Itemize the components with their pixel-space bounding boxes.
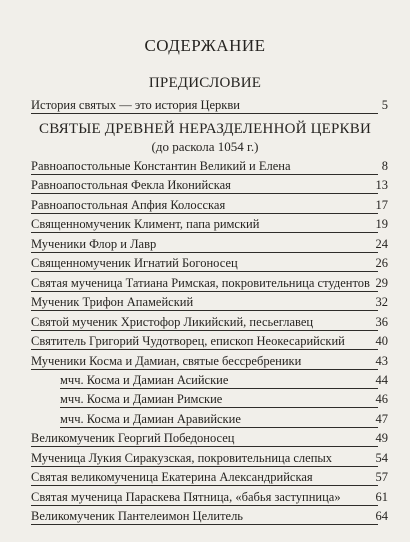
leader-line: [31, 213, 378, 214]
toc-entry: [0, 470, 410, 488]
leader-line: [31, 485, 378, 486]
preface-heading: ПРЕДИСЛОВИЕ: [148, 75, 262, 91]
leader-line: [31, 271, 378, 272]
entry-page-number: 36: [375, 314, 388, 329]
leader-line: [31, 349, 378, 350]
leader-line: [31, 446, 378, 447]
entry-page-number: 47: [375, 411, 388, 426]
toc-entry: [0, 451, 410, 469]
leader-line: [31, 193, 378, 194]
leader-line: [31, 330, 378, 331]
entry-page-number: 49: [375, 431, 388, 446]
entry-title: Равноапостольная Фекла Иконийская: [31, 178, 231, 193]
entry-title: Святая великомученица Екатерина Александрийская: [31, 470, 313, 485]
entry-title: Мученики Косма и Дамиан, святые бессребреники: [31, 353, 302, 368]
entry-title: Священномученик Климент, папа римский: [31, 217, 260, 232]
entry-title: мчч. Косма и Дамиан Аравийские: [60, 411, 241, 426]
leader-line: [60, 388, 378, 389]
toc-entry: [0, 198, 410, 216]
leader-line: [60, 427, 378, 428]
section-subheading: (до раскола 1054 г.): [151, 139, 259, 154]
entry-title: Святая мученица Параскева Пятница, «бабья заступница»: [31, 489, 341, 504]
toc-entry: [0, 178, 410, 196]
toc-entry: [0, 509, 410, 527]
entry-page-number: 46: [375, 392, 388, 407]
entry-page-number: 64: [375, 509, 388, 524]
entry-title: мчч. Косма и Дамиан Римские: [60, 392, 223, 407]
toc-entry: [0, 98, 410, 116]
entry-title: История святых — это история Церкви: [31, 98, 240, 112]
entry-title: Равноапостольные Константин Великий и Елена: [31, 159, 291, 173]
entry-title: Святая мученица Татиана Римская, покровительница студентов: [31, 275, 370, 290]
leader-line: [31, 369, 378, 370]
toc-entry: [0, 373, 410, 391]
leader-line: [31, 174, 378, 175]
toc-entry: [0, 392, 410, 410]
toc-entry: [0, 354, 410, 372]
leader-line: [60, 407, 378, 408]
toc-entry: [0, 490, 410, 508]
section-heading: СВЯТЫЕ ДРЕВНЕЙ НЕРАЗДЕЛЕННОЙ ЦЕРКВИ: [38, 121, 371, 137]
entry-page-number: 40: [375, 334, 388, 349]
entry-page-number: 8: [381, 159, 388, 173]
entry-page-number: 29: [375, 275, 388, 290]
leader-line: [31, 252, 378, 253]
entry-title: Святитель Григорий Чудотворец, епископ Неокесарийский: [31, 334, 345, 349]
toc-entry: [0, 159, 410, 177]
toc-entry: [0, 334, 410, 352]
entry-page-number: 54: [375, 450, 388, 465]
toc-entry: [0, 256, 410, 274]
leader-line: [31, 466, 378, 467]
entry-page-number: 13: [375, 178, 388, 193]
entry-title: Мученики Флор и Лавр: [31, 236, 157, 251]
entry-title: Священномученик Игнатий Богоносец: [31, 256, 238, 271]
leader-line: [31, 310, 378, 311]
entry-page-number: 57: [375, 470, 388, 485]
entry-title: Святой мученик Христофор Ликийский, песьеглавец: [31, 314, 314, 329]
entry-title: Мученица Лукия Сиракузская, покровительница слепых: [31, 450, 333, 465]
entry-title: Равноапостольная Апфия Колосская: [31, 197, 226, 212]
entry-page-number: 17: [375, 197, 388, 212]
entry-title: мчч. Косма и Дамиан Асийские: [60, 372, 229, 387]
page-title: СОДЕРЖАНИЕ: [144, 36, 266, 55]
entry-page-number: 44: [375, 372, 388, 387]
entry-page-number: 5: [381, 98, 388, 112]
entry-page-number: 24: [375, 236, 388, 251]
toc-entry: [0, 276, 410, 294]
entry-page-number: 19: [375, 217, 388, 232]
leader-line: [31, 505, 378, 506]
entry-page-number: 32: [375, 295, 388, 310]
entry-page-number: 61: [375, 489, 388, 504]
leader-line: [31, 524, 378, 525]
toc-entry: [0, 412, 410, 430]
entry-page-number: 43: [375, 353, 388, 368]
entry-page-number: 26: [375, 256, 388, 271]
toc-entry: [0, 315, 410, 333]
toc-entry: [0, 217, 410, 235]
entry-title: Великомученик Георгий Победоносец: [31, 431, 235, 446]
leader-line: [31, 232, 378, 233]
toc-entry: [0, 237, 410, 255]
entry-title: Великомученик Пантелеимон Целитель: [31, 509, 244, 524]
toc-entry: [0, 295, 410, 313]
toc-entry: [0, 431, 410, 449]
entry-title: Мученик Трифон Апамейский: [31, 295, 194, 310]
leader-line: [31, 113, 378, 114]
leader-line: [31, 291, 378, 292]
